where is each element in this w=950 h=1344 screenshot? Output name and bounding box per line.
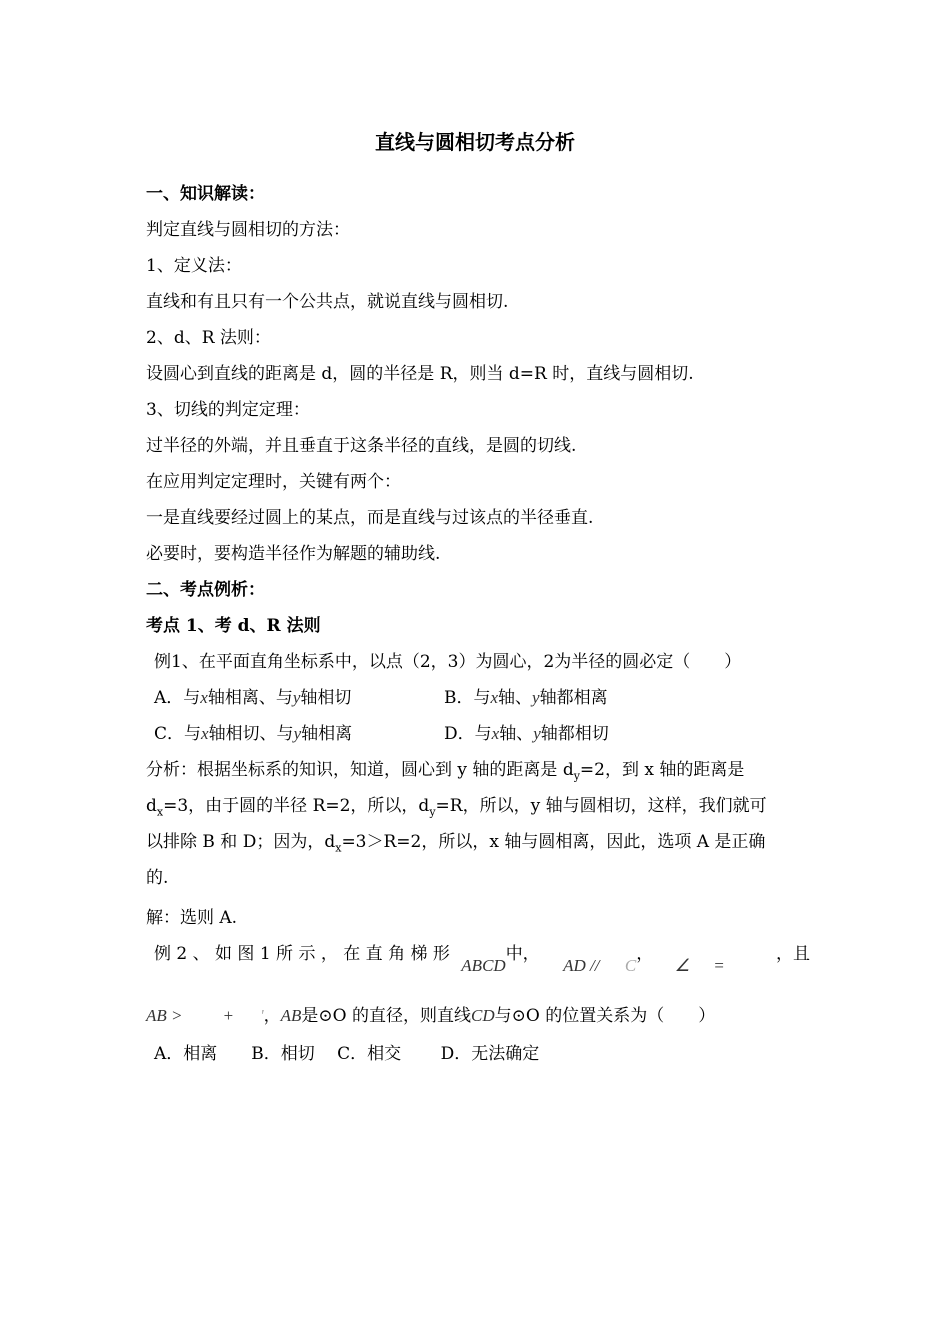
- example1-stem: 例1、在平面直角坐标系中，以点（2，3）为圆心，2为半径的圆必定（ ）: [154, 652, 742, 672]
- kaodian1-heading: 考点 1、考 d、R 法则: [146, 616, 321, 636]
- example1-options-row1: [154, 686, 818, 710]
- key-intro: 在应用判定定理时，关键有两个：: [146, 472, 401, 492]
- analysis-line-4: 的.: [146, 868, 169, 888]
- section-heading-examples: 二、考点例析：: [146, 580, 265, 600]
- example2-line-2: AB > + '，AB是⊙O 的直径，则直线CD与⊙O 的位置关系为（ ）: [146, 1006, 716, 1026]
- example2-options: A．相离 B．相切 C．相交 D．无法确定: [154, 1044, 540, 1064]
- solution-text: 解：选则 A.: [146, 908, 238, 928]
- method1-body: 直线和有且只有一个公共点，就说直线与圆相切.: [146, 292, 509, 312]
- key-point-2: 必要时，要构造半径作为解题的辅助线.: [146, 544, 441, 564]
- option-c: C．与x轴相切、与y轴相离: [154, 724, 353, 744]
- method1-heading: 1、定义法：: [146, 256, 242, 276]
- option-a: A．与x轴相离、与y轴相切: [154, 688, 352, 708]
- option-d: D．与x轴、y轴都相切: [444, 724, 609, 744]
- page-title: 直线与圆相切考点分析: [375, 130, 575, 154]
- analysis-line-3: 以排除 B 和 D；因为，$d_x=3>R=2$，所以，x 轴与圆相离，因此，选项 A 是正确: [146, 832, 766, 855]
- intro-text: 判定直线与圆相切的方法：: [146, 220, 350, 240]
- key-point-1: 一是直线要经过圆上的某点，而是直线与过该点的半径垂直.: [146, 508, 594, 528]
- option-b: B．与x轴、y轴都相离: [444, 688, 608, 708]
- method3-body: 过半径的外端，并且垂直于这条半径的直线，是圆的切线.: [146, 436, 577, 456]
- example2-line-1: 例 2 、 如 图 1 所 示 ， 在 直 角 梯 形 ABCD中， AD // C， ∠ = ，且: [154, 944, 810, 975]
- example1-options-row2: [154, 722, 818, 746]
- analysis-line-1: 分析：根据坐标系的知识，知道，圆心到 y 轴的距离是 $d_y=2$，到 x 轴的距离是: [146, 760, 745, 783]
- method2-body: 设圆心到直线的距离是 d，圆的半径是 R，则当 d=R 时，直线与圆相切.: [146, 364, 694, 384]
- method3-heading: 3、切线的判定定理：: [146, 400, 310, 420]
- section-heading-knowledge: 一、知识解读：: [146, 184, 265, 204]
- method2-heading: 2、d、R 法则：: [146, 328, 271, 348]
- analysis-line-2: $d_x=3$，由于圆的半径 R=2，所以，$d_y=R$，所以，y 轴与圆相切，这样，我们就可: [146, 796, 767, 819]
